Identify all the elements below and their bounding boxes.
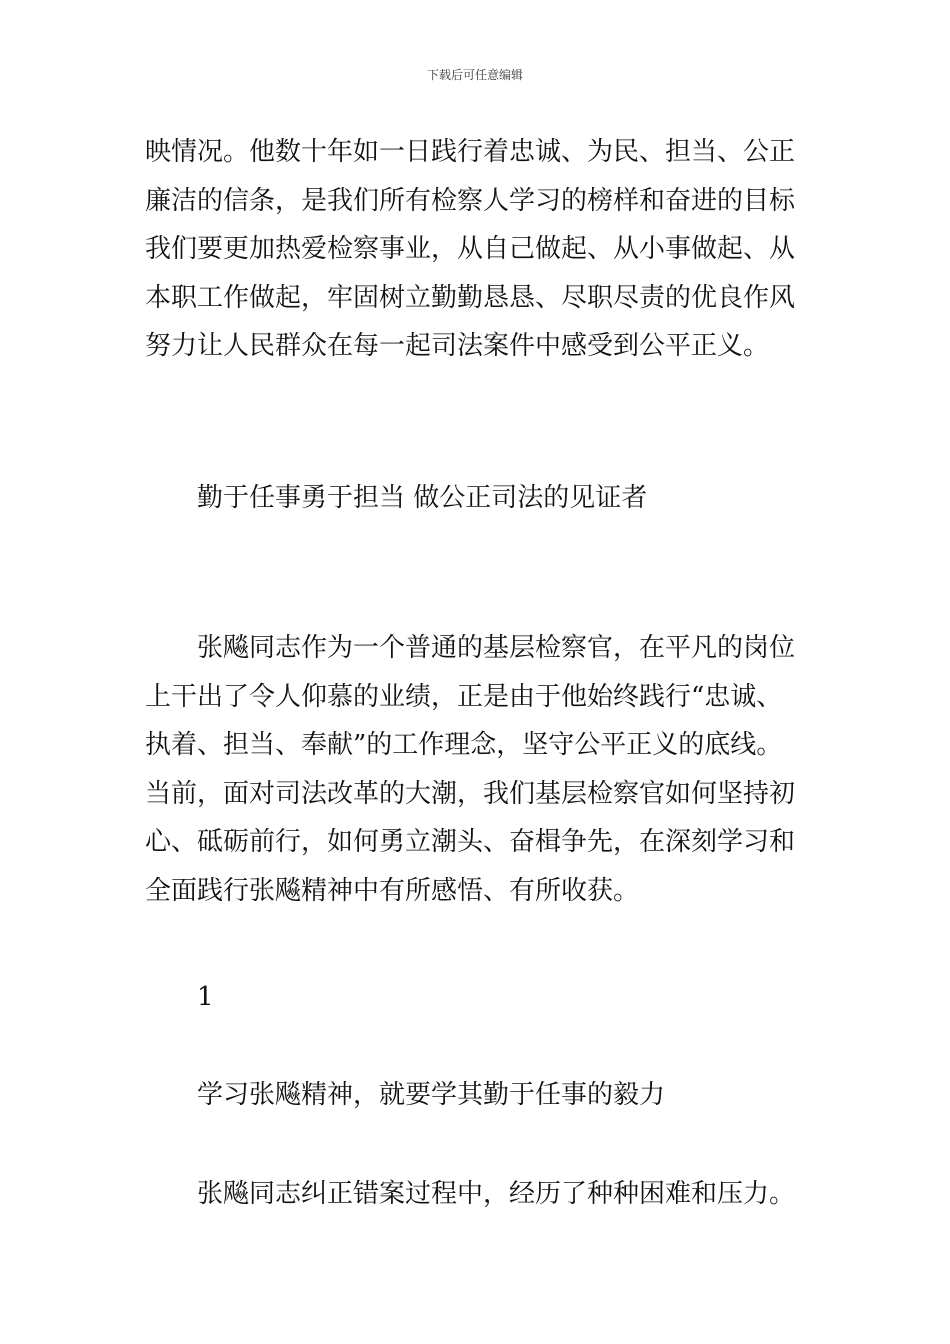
paragraph-1 [145,128,815,371]
paragraph-line: 张飚同志纠正错案过程中，经历了种种困难和压力。 [197,1179,796,1209]
paragraph-line: 全面践行张飚精神中有所感悟、有所收获。 [145,875,640,906]
paragraph-line: 努力让人民群众在每一起司法案件中感受到公平正义。 [145,331,770,361]
header-note: 下载后可任意编辑 [426,68,523,82]
paragraph-line: 上干出了令人仰慕的业绩，正是由于他始终践行“忠诚、 [145,681,783,712]
section-heading: 勤于任事勇于担当 做公正司法的见证者 [197,483,648,513]
subheading: 学习张飚精神，就要学其勤于任事的毅力 [197,1080,666,1110]
paragraph-3 [145,1170,815,1219]
paragraph-line: 廉洁的信条，是我们所有检察人学习的榜样和奋进的目标 [145,185,796,216]
paragraph-line: 映情况。他数十年如一日践行着忠诚、为民、担当、公正 [145,137,796,167]
paragraph-line: 本职工作做起，牢固树立勤勤恳恳、尽职尽责的优良作风 [145,282,796,313]
paragraph-line: 执着、担当、奉献”的工作理念，坚守公平正义的底线。 [145,730,783,760]
paragraph-line: 心、砥砺前行，如何勇立潮头、奋楫争先，在深刻学习和 [145,827,796,857]
paragraph-2 [145,624,815,915]
section-number: 1 [197,982,214,1012]
paragraph-line: 张飚同志作为一个普通的基层检察官，在平凡的岗位 [197,633,796,663]
paragraph-line: 我们要更加热爱检察事业，从自己做起、从小事做起、从 [145,234,796,264]
paragraph-line: 当前，面对司法改革的大潮，我们基层检察官如何坚持初 [145,778,796,809]
